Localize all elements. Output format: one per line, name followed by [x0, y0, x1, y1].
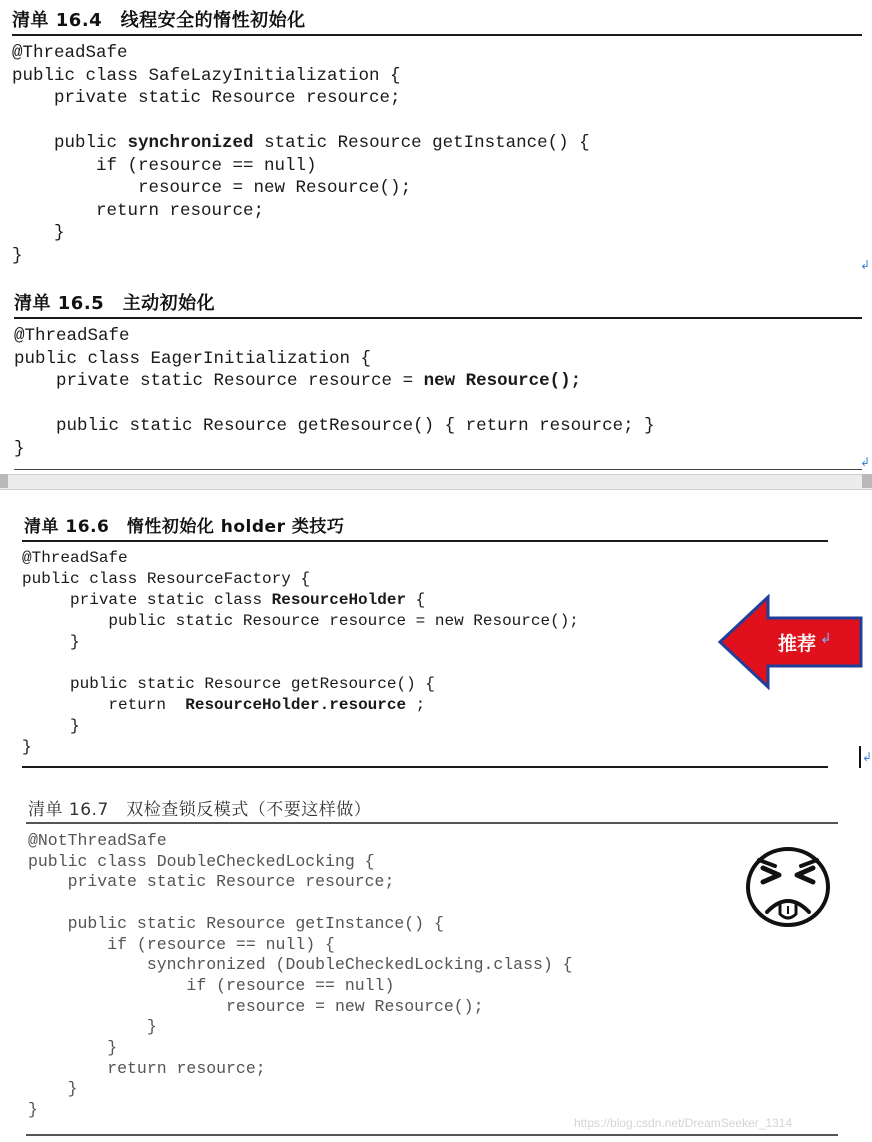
- code-line: [12, 88, 401, 108]
- code-line: [12, 178, 411, 198]
- code-line: [22, 570, 310, 588]
- code-line: [22, 738, 32, 756]
- code-line: [12, 43, 128, 63]
- listing-title: 清单 16.7 双检查锁反模式（不要这样做）: [28, 800, 372, 820]
- code-line: [14, 326, 130, 346]
- code-text: }: [22, 633, 80, 651]
- code-text: }: [12, 245, 23, 266]
- code-text: public class DoubleCheckedLocking {: [28, 851, 375, 871]
- code-text: }: [22, 717, 80, 735]
- code-line: [28, 1038, 117, 1057]
- code-text: public: [12, 133, 128, 153]
- code-line: [28, 1059, 266, 1078]
- code-block: [22, 548, 579, 758]
- code-text: }: [22, 738, 32, 756]
- listing-title: 清单 16.6 惰性初始化 holder 类技巧: [24, 517, 345, 537]
- page-break-corner: [862, 474, 872, 488]
- code-text: }: [28, 1079, 78, 1099]
- code-text: public class SafeLazyInitialization {: [12, 65, 401, 86]
- code-line: [12, 223, 65, 243]
- code-line: [22, 591, 425, 609]
- code-text: public class EagerInitialization {: [14, 348, 372, 369]
- code-line: [22, 675, 435, 693]
- code-text: static Resource getInstance() {: [253, 133, 590, 153]
- title-rule: [14, 317, 862, 319]
- code-line: [22, 696, 425, 714]
- code-line: [28, 976, 394, 995]
- code-line: [12, 246, 23, 266]
- code-line: [28, 955, 573, 974]
- code-line: [28, 831, 167, 850]
- code-text: }: [28, 1100, 38, 1120]
- code-text: {: [406, 591, 426, 609]
- code-line: [14, 371, 581, 391]
- code-block: [14, 325, 655, 460]
- title-rule: [22, 540, 828, 542]
- code-text: public static Resource resource = new Resource();: [22, 612, 579, 630]
- recommend-arrow: [716, 594, 866, 690]
- code-line: [28, 935, 335, 954]
- code-text: }: [28, 1017, 157, 1037]
- code-line: [12, 156, 317, 176]
- code-text: }: [14, 438, 25, 459]
- paragraph-mark: ↲: [820, 631, 832, 647]
- code-block: [12, 42, 590, 267]
- code-line: [14, 349, 371, 369]
- code-block: [28, 831, 573, 1121]
- code-line: [14, 416, 655, 436]
- code-line: [14, 439, 25, 459]
- recommend-label: 推荐: [778, 633, 817, 655]
- code-text: @NotThreadSafe: [28, 831, 167, 850]
- code-text: return resource;: [28, 1058, 266, 1078]
- code-emphasis: new Resource();: [423, 371, 582, 391]
- code-text: private static Resource resource =: [14, 371, 424, 391]
- code-text: public static Resource getResource() {: [22, 675, 435, 693]
- code-text: return resource;: [12, 200, 265, 221]
- text-cursor: [859, 746, 861, 768]
- code-line: [22, 717, 80, 735]
- code-text: if (resource == null) {: [28, 934, 335, 954]
- code-line: [22, 549, 128, 567]
- code-line: [28, 1100, 38, 1119]
- code-emphasis: ResourceHolder: [271, 591, 407, 609]
- listing-title: 清单 16.5 主动初始化: [14, 293, 216, 314]
- code-text: @ThreadSafe: [22, 549, 128, 567]
- section-end-rule: [22, 766, 828, 768]
- paragraph-mark: ↲: [860, 258, 871, 272]
- code-text: private static Resource resource;: [12, 88, 401, 108]
- code-text: if (resource == null): [12, 155, 317, 176]
- code-text: ;: [406, 696, 426, 714]
- section-end-rule: [26, 1134, 838, 1136]
- code-line: [28, 852, 375, 871]
- code-text: resource = new Resource();: [28, 996, 484, 1016]
- code-text: @ThreadSafe: [12, 43, 128, 63]
- code-line: [22, 612, 579, 630]
- code-emphasis: ResourceHolder.resource: [185, 696, 407, 714]
- code-line: [12, 201, 264, 221]
- code-text: private static Resource resource;: [28, 872, 395, 892]
- code-text: public static Resource getInstance() {: [28, 913, 444, 933]
- listing-title: 清单 16.4 线程安全的惰性初始化: [12, 10, 306, 31]
- code-line: [28, 1079, 78, 1098]
- code-line: [28, 1017, 157, 1036]
- page-break-corner: [0, 474, 8, 488]
- title-rule: [12, 34, 862, 36]
- code-line: [28, 914, 444, 933]
- code-line: [28, 997, 483, 1016]
- code-text: resource = new Resource();: [12, 178, 412, 198]
- code-text: @ThreadSafe: [14, 326, 130, 346]
- code-text: synchronized (DoubleCheckedLocking.class) {: [28, 955, 573, 975]
- code-line: [28, 872, 394, 891]
- code-text: }: [12, 223, 65, 243]
- code-text: if (resource == null): [28, 975, 395, 995]
- code-emphasis: synchronized: [127, 133, 254, 153]
- section-end-rule: [14, 469, 862, 470]
- disgusted-face-icon: [745, 846, 831, 928]
- code-line: [22, 633, 80, 651]
- code-text: private static class: [22, 591, 272, 609]
- page-break: [0, 474, 872, 490]
- code-text: public static Resource getResource() { return resource; }: [14, 416, 655, 436]
- code-text: }: [28, 1038, 118, 1058]
- paragraph-mark: ↲: [862, 750, 872, 764]
- title-rule: [26, 822, 838, 824]
- code-line: [12, 133, 590, 153]
- code-text: public class ResourceFactory {: [22, 570, 311, 588]
- code-line: [12, 66, 401, 86]
- code-text: return: [22, 696, 186, 714]
- paragraph-mark: ↲: [860, 455, 871, 469]
- watermark: https://blog.csdn.net/DreamSeeker_1314: [574, 1116, 793, 1130]
